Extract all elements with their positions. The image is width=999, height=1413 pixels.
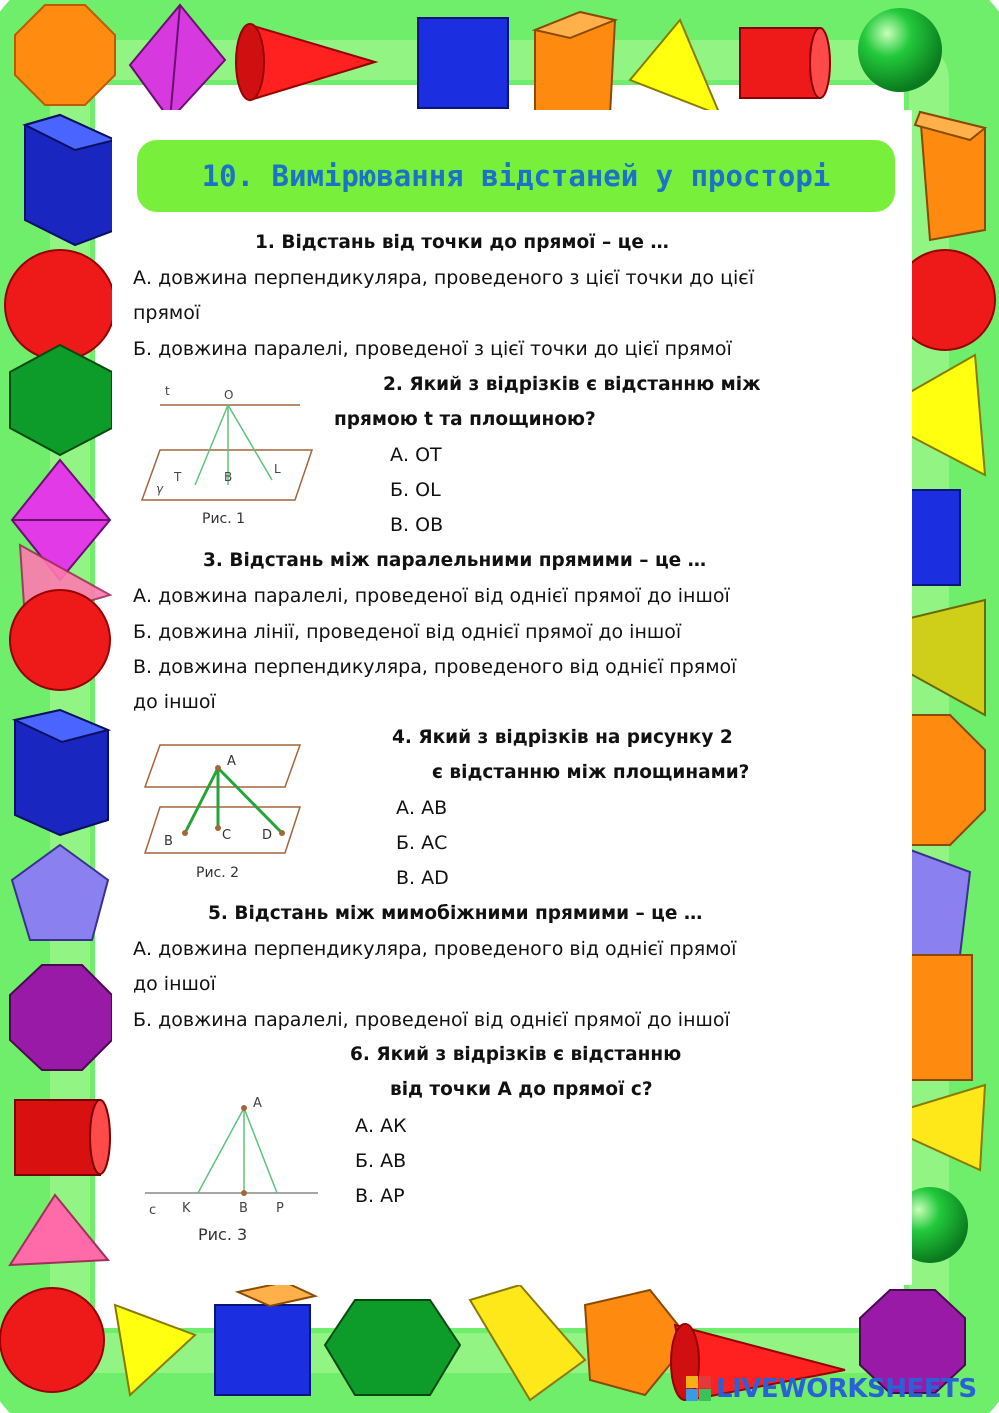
q1-option-a[interactable]: А. довжина перпендикуляра, проведеного з цієї точки до цієї [133, 267, 754, 289]
liveworksheets-logo[interactable] [686, 1373, 977, 1405]
q1-option-a-cont[interactable]: прямої [133, 302, 201, 324]
q4-option-c[interactable]: В. АD [396, 867, 449, 889]
q3-option-a[interactable]: А. довжина паралелі, проведеної від однієї прямої до іншої [133, 585, 730, 607]
fig2-label-d: D [262, 828, 273, 843]
fig1-label-t: t [165, 384, 170, 398]
q1-option-b[interactable]: Б. довжина паралелі, проведеної з цієї точки до цієї прямої [133, 338, 732, 360]
logo-grid-icon [686, 1376, 712, 1402]
blue-square-icon [418, 18, 508, 108]
red-cylinder-icon [15, 1100, 100, 1175]
fig3-caption: Рис. 3 [198, 1225, 248, 1244]
fig3-label-a: A [253, 1096, 262, 1111]
q3-option-c[interactable]: В. довжина перпендикуляра, проведеного від однієї прямої [133, 656, 737, 678]
q3-option-b[interactable]: Б. довжина лінії, проведеної від однієї прямої до іншої [133, 621, 682, 643]
question-5: 5. Відстань між мимобіжними прямими – це … [208, 903, 703, 924]
fig1-caption: Рис. 1 [202, 511, 246, 527]
q6-option-c[interactable]: В. АР [355, 1185, 405, 1207]
blue-square-icon [215, 1305, 310, 1395]
red-circle-icon [10, 590, 110, 690]
page-title: 10. Вимірювання відстаней у просторі [201, 159, 831, 193]
figure-2 [140, 735, 320, 890]
red-cylinder-icon [740, 28, 820, 98]
fig3-label-b: B [239, 1201, 248, 1216]
q2-option-c[interactable]: В. ОВ [390, 514, 444, 536]
octagon-shape-icon [15, 5, 115, 105]
question-1: 1. Відстань від точки до прямої – це … [255, 232, 669, 253]
q6-option-a[interactable]: А. АК [355, 1115, 407, 1137]
q2-option-a[interactable]: А. ОТ [390, 444, 442, 466]
question-4-line2: є відстанню між площинами? [432, 762, 750, 783]
q6-option-b[interactable]: Б. АВ [355, 1150, 407, 1172]
fig1-label-gamma: γ [156, 482, 164, 496]
figure-3 [140, 1090, 330, 1250]
question-3: 3. Відстань між паралельними прямими – це … [203, 550, 707, 571]
red-circle-icon [5, 250, 115, 360]
fig2-label-c: C [222, 828, 232, 843]
title-banner [137, 140, 895, 212]
figure-1 [140, 375, 330, 535]
fig2-label-b: B [164, 834, 173, 849]
red-circle-icon [0, 1288, 104, 1392]
fig1-label-l: L [274, 462, 281, 476]
purple-octagon-icon [10, 965, 112, 1070]
question-6-line1: 6. Який з відрізків є відстанню [350, 1044, 682, 1065]
fig1-label-b: B [224, 470, 233, 484]
fig1-label-o: O [224, 388, 234, 402]
q5-option-b[interactable]: Б. довжина паралелі, проведеної від однієї прямої до іншої [133, 1009, 730, 1031]
fig1-label-t-point: T [174, 470, 182, 484]
fig3-label-c: c [149, 1203, 157, 1218]
question-2-line2: прямою t та площиною? [334, 409, 596, 430]
fig3-label-p: P [276, 1201, 284, 1216]
brand-name: LIVEWORKSHEETS [716, 1374, 977, 1404]
q4-option-a[interactable]: А. АВ [396, 797, 448, 819]
q4-option-b[interactable]: Б. АС [396, 832, 448, 854]
fig2-label-a: A [227, 754, 236, 769]
question-6-line2: від точки А до прямої с? [390, 1079, 653, 1100]
green-sphere-icon [858, 8, 942, 92]
question-2-line1: 2. Який з відрізків є відстанню між [383, 374, 761, 395]
q5-option-a-cont[interactable]: до іншої [133, 973, 216, 995]
question-4-line1: 4. Який з відрізків на рисунку 2 [392, 727, 733, 748]
fig3-label-k: K [182, 1201, 191, 1216]
q2-option-b[interactable]: Б. ОL [390, 479, 441, 501]
fig2-caption: Рис. 2 [196, 865, 240, 881]
q3-option-c-cont[interactable]: до іншої [133, 691, 216, 713]
q5-option-a[interactable]: А. довжина перпендикуляра, проведеного від однієї прямої [133, 938, 737, 960]
